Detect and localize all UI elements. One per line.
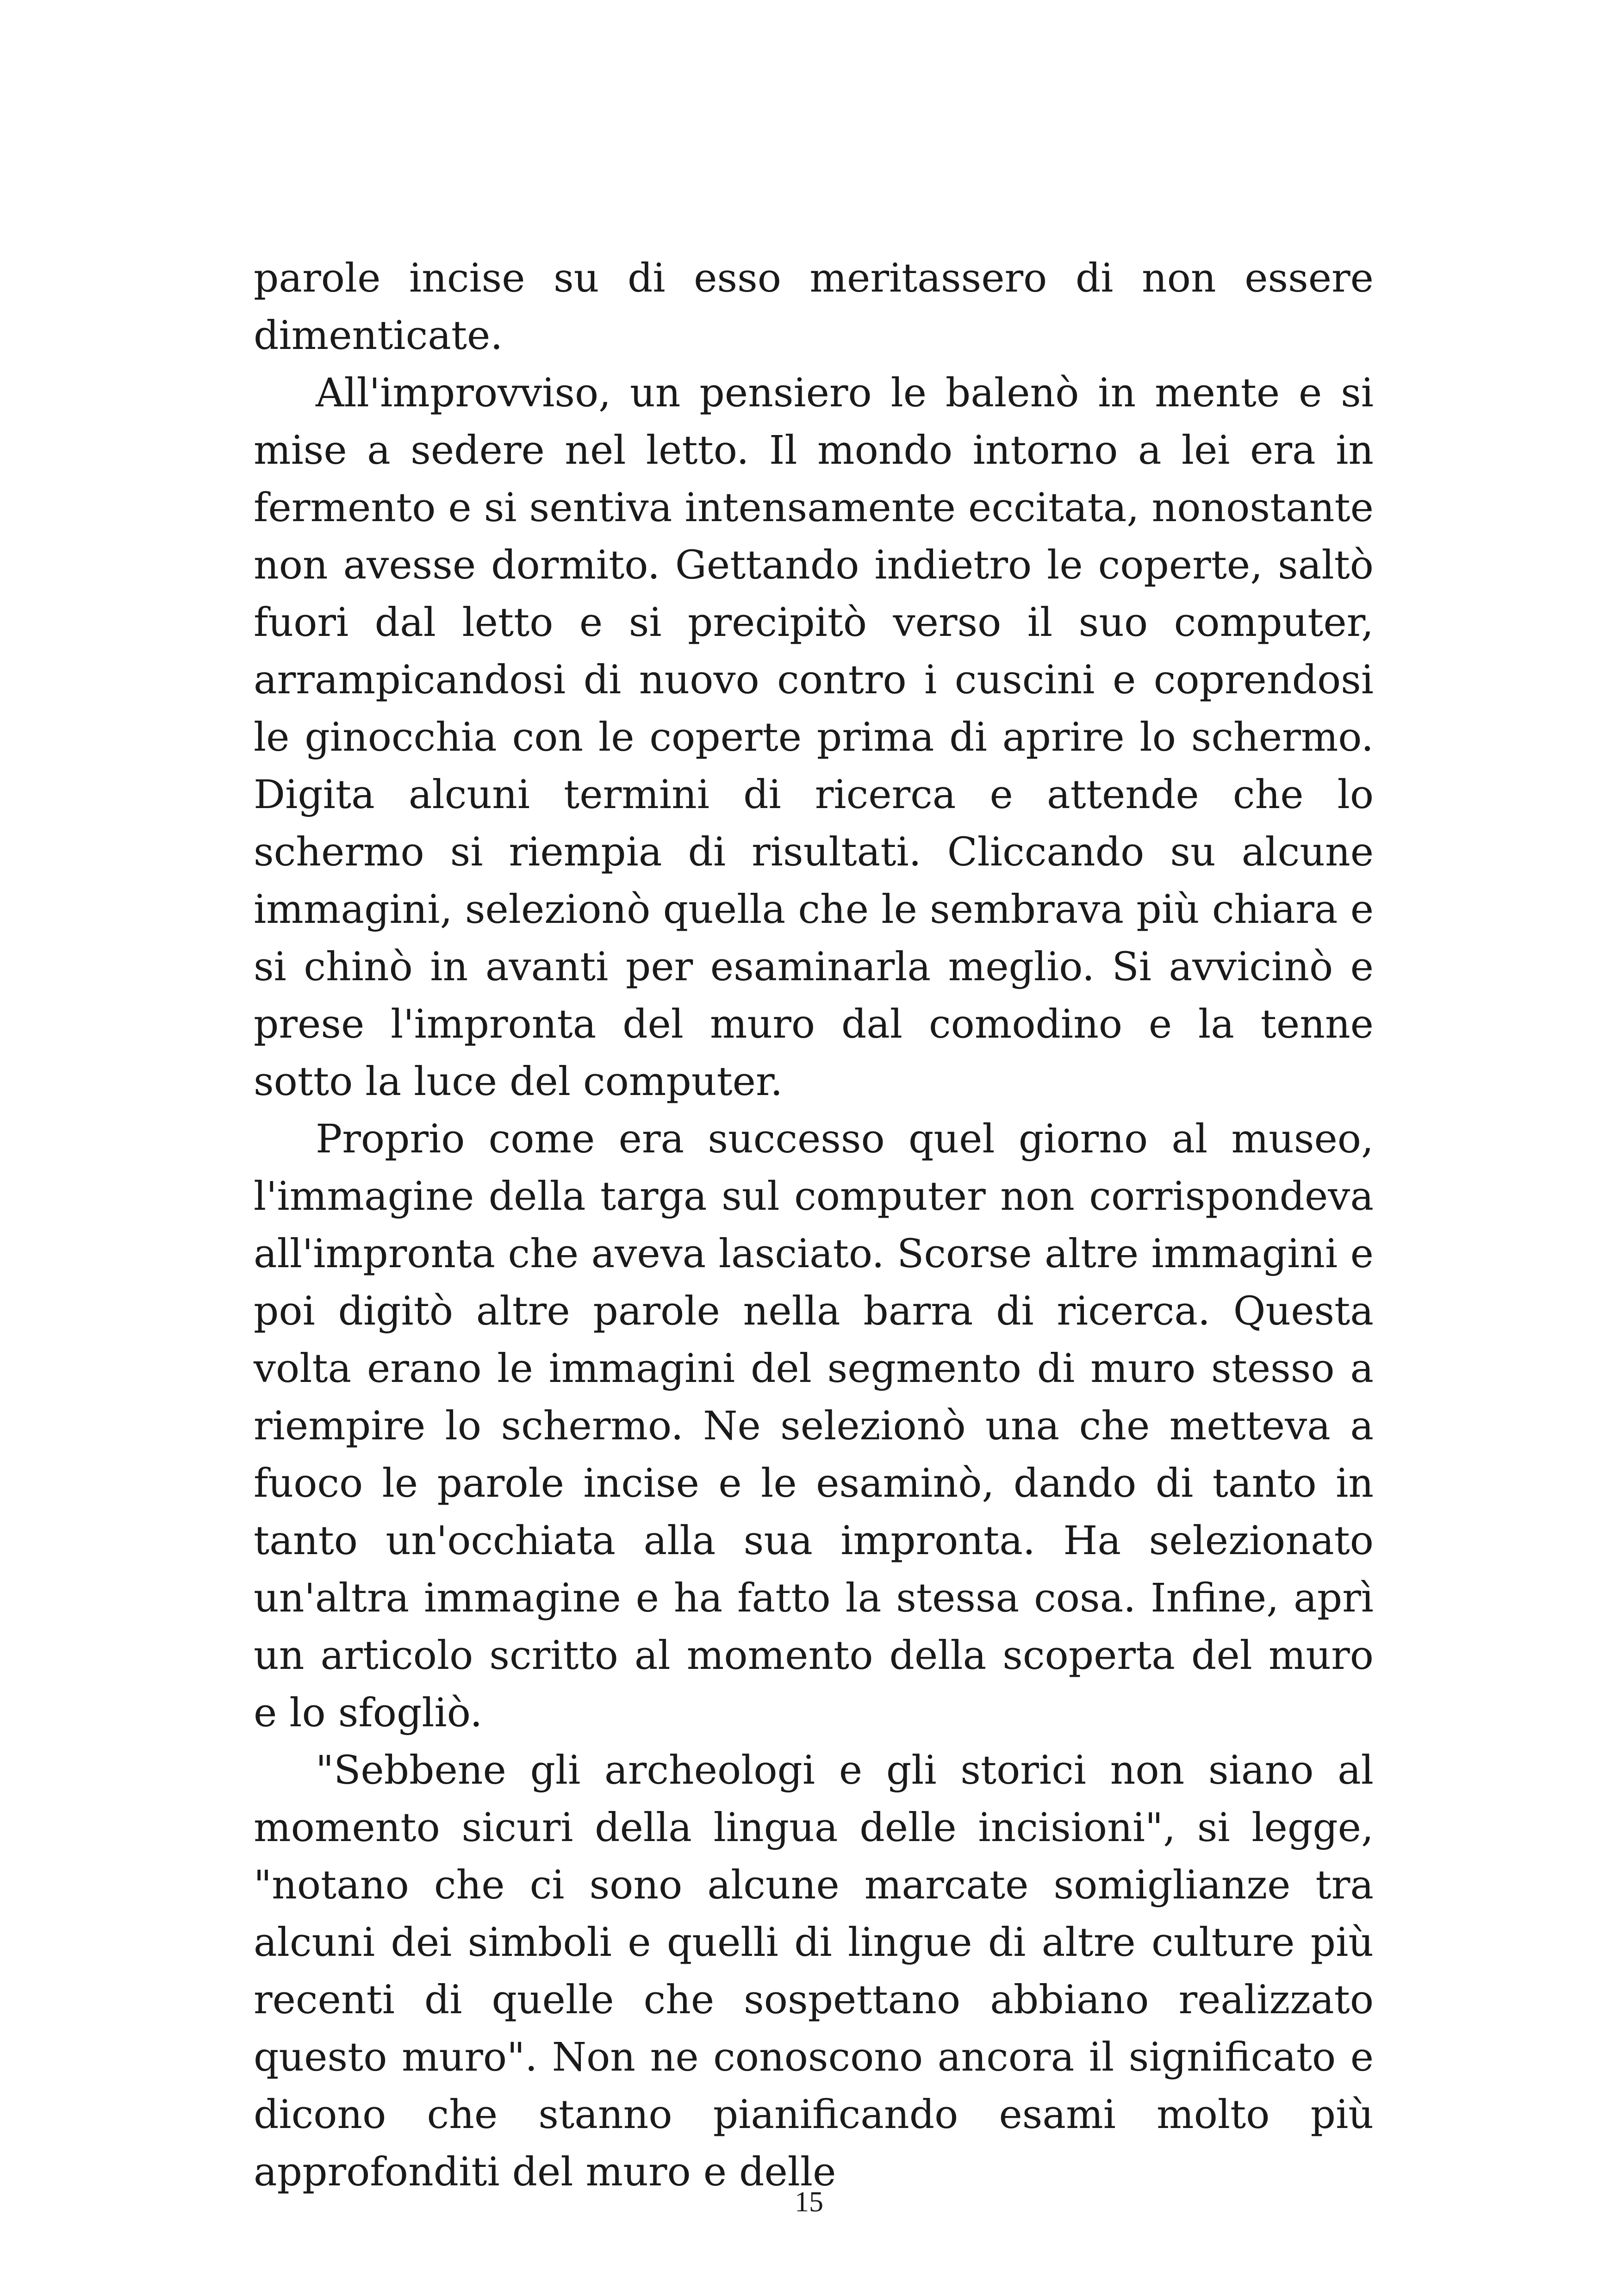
paragraph: Proprio come era successo quel giorno al museo, l'immagine della targa sul computer non corrispondeva all'impronta che aveva lasciato. Scorse altre immagini e poi digitò altre parole nella barra di ricerca. Questa volta erano le immagini del segmento di muro stesso a riempire lo schermo. Ne selezionò una che metteva a fuoco le parole incise e le esaminò, dando di tanto in tanto un'occhiata alla sua impronta. Ha selezionato un'altra immagine e ha fatto la stessa cosa. Infine, aprì un articolo scritto al momento della scoperta del muro e lo sfogliò. xyxy=(254,1116,1374,1736)
page-number: 15 xyxy=(795,2186,823,2218)
body-text xyxy=(254,250,1374,2201)
paragraph: "Sebbene gli archeologi e gli storici non siano al momento sicuri della lingua delle incisioni", si legge, "notano che ci sono alcune marcate somiglianze tra alcuni dei simboli e quelli di lingue di altre culture più recenti di quelle che sospettano abbiano realizzato questo muro". Non ne conoscono ancora il significato e dicono che stanno pianificando esami molto più approfonditi del muro e delle xyxy=(254,1748,1374,2195)
paragraph: All'improvviso, un pensiero le balenò in mente e si mise a sedere nel letto. Il mondo intorno a lei era in fermento e si sentiva intensamente eccitata, nonostante non avesse dormito. Gettando indietro le coperte, saltò fuori dal letto e si precipitò verso il suo computer, arrampicandosi di nuovo contro i cuscini e coprendosi le ginocchia con le coperte prima di aprire lo schermo. Digita alcuni termini di ricerca e attende che lo schermo si riempia di risultati. Cliccando su alcune immagini, selezionò quella che le sembrava più chiara e si chinò in avanti per esaminarla meglio. Si avvicinò e prese l'impronta del muro dal comodino e la tenne sotto la luce del computer. xyxy=(254,370,1374,1105)
paragraph-continuation: parole incise su di esso meritassero di non essere dimenticate. xyxy=(254,255,1374,359)
